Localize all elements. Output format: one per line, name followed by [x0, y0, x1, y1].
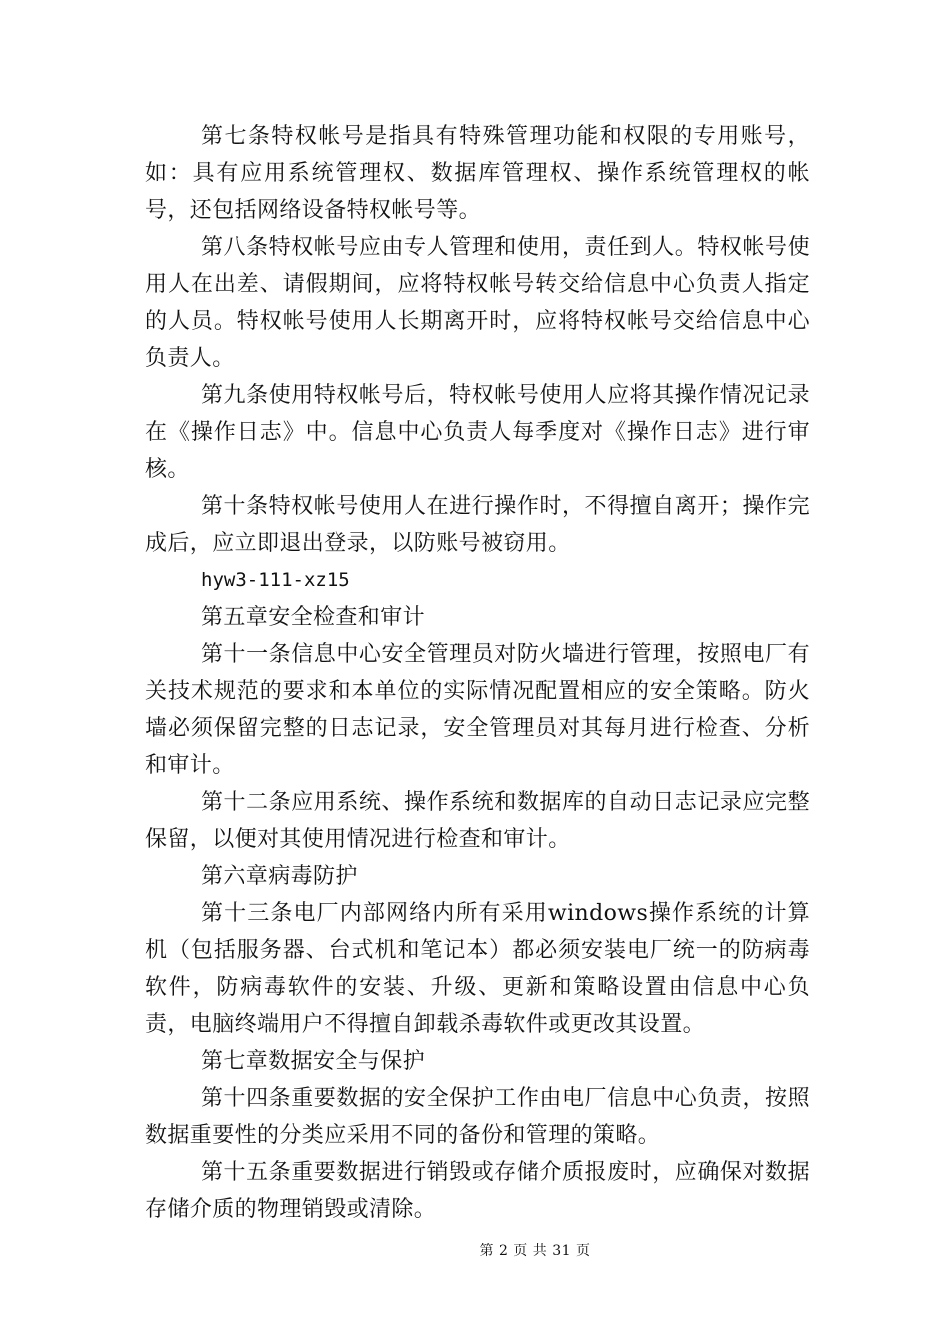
article-10-paragraph: 第十条特权帐号使用人在进行操作时，不得擅自离开；操作完成后，应立即退出登录，以防账号被窃用。 [145, 494, 810, 556]
chapter-6-heading: 第六章病毒防护 [201, 864, 358, 889]
article-12-paragraph: 第十二条应用系统、操作系统和数据库的自动日志记录应完整保留，以便对其使用情况进行检查和审计。 [145, 790, 810, 852]
document-code-line: hyw3-111-xz15 [201, 569, 350, 591]
article-9-paragraph: 第九条使用特权帐号后，特权帐号使用人应将其操作情况记录在《操作日志》中。信息中心负责人每季度对《操作日志》进行审核。 [145, 383, 810, 482]
article-13-paragraph: 第十三条电厂内部网络内所有采用windows操作系统的计算机（包括服务器、台式机和笔记本）都必须安装电厂统一的防病毒软件，防病毒软件的安装、升级、更新和策略设置由信息中心负责，电脑终端用户不得擅自卸载杀毒软件或更改其设置。 [145, 901, 810, 1037]
document-body [145, 118, 810, 1228]
article-14-paragraph: 第十四条重要数据的安全保护工作由电厂信息中心负责，按照数据重要性的分类应采用不同的备份和管理的策略。 [145, 1086, 810, 1148]
article-8-paragraph: 第八条特权帐号应由专人管理和使用，责任到人。特权帐号使用人在出差、请假期间，应将特权帐号转交给信息中心负责人指定的人员。特权帐号使用人长期离开时，应将特权帐号交给信息中心负责人。 [145, 235, 810, 371]
chapter-7-heading: 第七章数据安全与保护 [201, 1049, 426, 1074]
page-number-footer: 第 2 页 共 31 页 [479, 1243, 591, 1259]
article-15-paragraph: 第十五条重要数据进行销毁或存储介质报废时，应确保对数据存储介质的物理销毁或清除。 [145, 1160, 810, 1222]
article-11-paragraph: 第十一条信息中心安全管理员对防火墙进行管理，按照电厂有关技术规范的要求和本单位的实际情况配置相应的安全策略。防火墙必须保留完整的日志记录，安全管理员对其每月进行检查、分析和审计。 [145, 642, 810, 778]
article-7-paragraph: 第七条特权帐号是指具有特殊管理功能和权限的专用账号，如：具有应用系统管理权、数据库管理权、操作系统管理权的帐号，还包括网络设备特权帐号等。 [145, 124, 810, 223]
chapter-5-heading: 第五章安全检查和审计 [201, 605, 426, 630]
